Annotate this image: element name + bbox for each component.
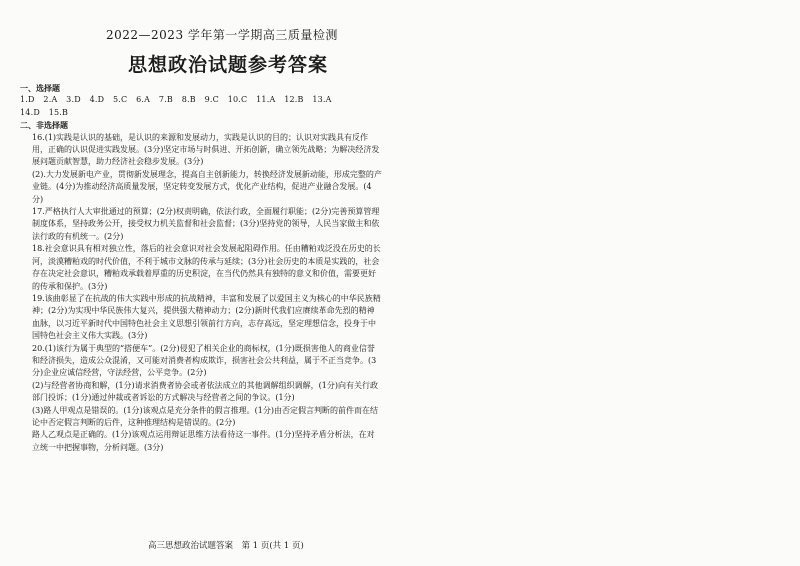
question-16-part-2: (2).大力发展新电产业，贯彻新发展理念，提高自主创新能力，转换经济发展新动能，形成完整的产业链。(4分)为推动经济高质量发展，坚定转变发展方式，优化产业结构，促进产业融合发展。(4分)	[32, 169, 382, 204]
choice-answers-row-2	[20, 107, 382, 119]
answer-3: 3.D	[66, 95, 81, 105]
question-20-part-1: 20.(1)该行为属于典型的“搭便车”。(2分)侵犯了相关企业的商标权，(1分)既损害他人的商业信誉和经济损失，造成公众混淆，又可能对消费者构成欺诈，损害社会公共利益，属于不正当竞争。(3分)企业应诚信经营，守法经营，公平竞争。(2分)	[32, 343, 377, 378]
exam-header: 2022—2023 学年第一学期高三质量检测	[106, 28, 338, 42]
answer-content	[20, 82, 382, 454]
section-choice-heading: 一、选择题	[20, 83, 60, 93]
answer-9: 9.C	[204, 95, 219, 105]
question-20-part-3: (3)路人甲观点是错误的。(1分)该观点是充分条件的假言推理。(1分)由否定假言判断的前件而在结论中否定假言判断的后件，这种推理结构是错误的。(2分)	[32, 405, 378, 427]
answer-5: 5.C	[112, 95, 128, 105]
answer-4: 4.D	[89, 95, 105, 105]
answer-15: 15.B	[48, 107, 69, 117]
answer-7: 7.B	[158, 95, 173, 105]
question-19-text: 19.该曲彰显了在抗战的伟大实践中形成的抗战精神，丰富和发展了以爱国主义为核心的中华民族精神；(2分)为实现中华民族伟大复兴，提供强大精神动力；(2分)新时代我们应赓续革命先烈的精神血脉，以习近平新时代中国特色社会主义思想引领前行方向，志存高远，坚定理想信念，投身于中国特色社会主义伟大实践。(3分)	[32, 293, 381, 341]
answer-14: 14.D	[20, 107, 40, 117]
section-essay-heading: 二、非选择题	[20, 120, 68, 131]
page-footer: 高三思想政治试题答案 第 1 页(共 1 页)	[148, 541, 304, 551]
answer-10: 10.C	[227, 95, 248, 105]
choice-answers-row-1	[20, 94, 382, 106]
question-20	[20, 343, 382, 455]
question-17-text: 17.严格执行人大审批通过的预算；(2分)权责明确，依法行政，全面履行职能；(2分)完善预算管理制度体系，坚持政务公开，接受权力机关监督和社会监督；(3分)坚持党的领导，人民当家做主和依法行政的有机统一。(2分)	[32, 207, 380, 241]
question-20-part-2: (2)与经营者协商和解，(1分)请求消费者协会或者依法成立的其他调解组织调解，(1分)向有关行政部门投诉；(1分)通过仲裁或者诉讼的方式解决与经营者之间的争议。(1分)	[32, 380, 378, 403]
question-17	[20, 206, 382, 243]
answer-8: 8.B	[181, 95, 196, 105]
question-20-part-4: 路人乙观点是正确的。(1分)该观点运用辩证思维方法看待这一事件。(1分)坚持矛盾分析法，在对立统一中把握事物，分析问题。(3分)	[32, 430, 375, 452]
question-18-text: 18.社会意识具有相对独立性，落后的社会意识对社会发展起阻碍作用。任由糟粕戏泛没在历史的长河，淡漠糟粕戏的时代价值，不利于城市文脉的传承与延续；(3分)社会历史的本质是实践的，社会存在决定社会意识，糟粕戏承载着厚重的历史积淀，在当代仍然具有独特的意义和价值，需要更好的传承和保护。(3分)	[32, 244, 381, 291]
answer-6: 6.A	[136, 95, 151, 105]
question-19	[20, 293, 382, 343]
answer-11: 11.A	[256, 95, 276, 105]
answer-2: 2.A	[43, 95, 58, 105]
answer-12: 12.B	[284, 95, 304, 105]
answer-1: 1.D	[20, 95, 35, 105]
question-18	[20, 243, 382, 293]
question-16-part-1: 16.(1)实践是认识的基础，是认识的来源和发展动力，实践是认识的目的；认识对实践具有反作用，正确的认识促进实践发展。(3分)坚定市场与时俱进、开拓创新，确立领先战略；为解决经济发展问题贡献智慧，助力经济社会稳步发展。(3分)	[32, 132, 380, 167]
question-16	[20, 132, 382, 206]
answer-13: 13.A	[312, 95, 332, 105]
page-title: 思想政治试题参考答案	[128, 54, 329, 76]
